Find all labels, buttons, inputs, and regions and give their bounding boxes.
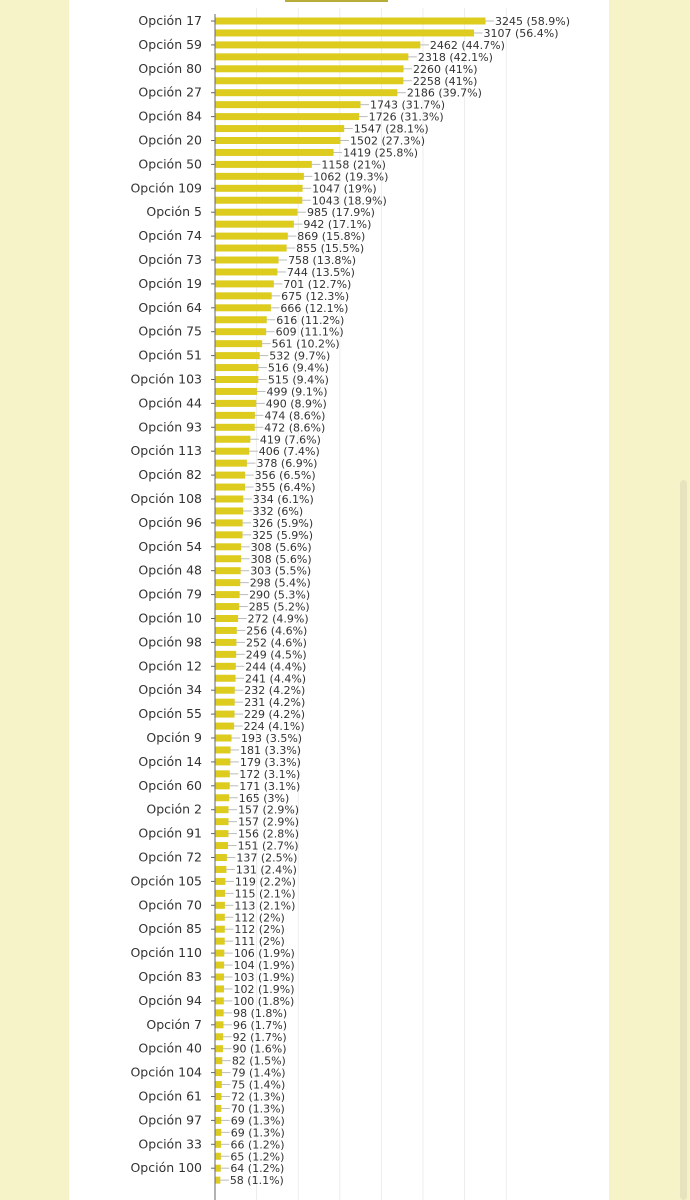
bar <box>216 938 225 945</box>
bar <box>216 484 246 491</box>
value-label: 179 (3.3%) <box>239 755 301 769</box>
bar <box>216 1153 221 1160</box>
bar <box>216 185 303 192</box>
value-label: 165 (3%) <box>238 791 290 805</box>
value-label: 224 (4.1%) <box>243 720 305 734</box>
value-label: 58 (1.1%) <box>229 1174 284 1188</box>
bar <box>216 304 271 311</box>
bar <box>216 866 227 873</box>
value-label: 69 (1.3%) <box>230 1114 285 1128</box>
value-label: 419 (7.6%) <box>259 433 321 447</box>
value-label: 241 (4.4%) <box>245 672 307 686</box>
bar <box>216 400 257 407</box>
bar <box>216 735 232 742</box>
bar <box>216 627 237 634</box>
value-label: 231 (4.2%) <box>244 696 306 710</box>
value-label: 66 (1.2%) <box>230 1138 285 1152</box>
category-label: Opción 60 <box>138 777 202 793</box>
value-label: 285 (5.2%) <box>248 600 310 614</box>
value-label: 1547 (28.1%) <box>353 122 429 136</box>
value-label: 79 (1.4%) <box>231 1066 286 1080</box>
category-label: Opción 105 <box>130 873 202 889</box>
value-label: 532 (9.7%) <box>269 349 331 363</box>
bar <box>216 245 287 252</box>
category-label: Opción 72 <box>138 849 202 865</box>
category-label: Opción 12 <box>138 658 202 674</box>
category-label: Opción 75 <box>138 323 202 339</box>
bar <box>216 388 258 395</box>
bar <box>216 89 398 96</box>
value-label: 112 (2%) <box>234 911 285 925</box>
value-label: 171 (3.1%) <box>239 779 301 793</box>
category-label: Opción 9 <box>146 730 202 745</box>
category-label: Opción 74 <box>138 228 202 244</box>
value-label: 609 (11.1%) <box>275 325 344 339</box>
bar <box>216 1117 222 1124</box>
bar <box>216 209 298 216</box>
value-label: 272 (4.9%) <box>247 612 309 626</box>
bar <box>216 113 360 120</box>
value-label: 2186 (39.7%) <box>406 86 482 100</box>
bar <box>216 974 225 981</box>
value-label: 100 (1.8%) <box>233 994 295 1008</box>
value-label: 115 (2.1%) <box>234 887 296 901</box>
value-label: 355 (6.4%) <box>254 481 316 495</box>
value-label: 256 (4.6%) <box>246 624 308 638</box>
value-label: 1043 (18.9%) <box>311 194 387 208</box>
value-label: 102 (1.9%) <box>233 982 295 996</box>
category-label: Opción 48 <box>138 562 202 578</box>
bar <box>216 376 259 383</box>
category-label: Opción 50 <box>138 156 202 172</box>
bar <box>216 603 240 610</box>
category-label: Opción 64 <box>138 299 202 315</box>
value-label: 985 (17.9%) <box>306 206 375 220</box>
value-label: 515 (9.4%) <box>267 373 329 387</box>
bar <box>216 316 267 323</box>
bar <box>216 257 279 264</box>
value-label: 96 (1.7%) <box>232 1018 288 1032</box>
value-label: 1158 (21%) <box>321 158 386 172</box>
bar <box>216 280 274 287</box>
bar <box>216 221 294 228</box>
value-label: 855 (15.5%) <box>296 242 365 256</box>
value-label: 151 (2.7%) <box>237 839 299 853</box>
value-label: 406 (7.4%) <box>258 445 320 459</box>
category-label: Opción 80 <box>138 60 202 76</box>
value-label: 75 (1.4%) <box>231 1078 286 1092</box>
value-label: 244 (4.4%) <box>245 660 307 674</box>
value-label: 3107 (56.4%) <box>483 26 559 40</box>
bar <box>216 1045 223 1052</box>
value-label: 2260 (41%) <box>413 62 478 76</box>
value-label: 744 (13.5%) <box>286 265 355 279</box>
bar <box>216 1093 222 1100</box>
bar <box>216 161 312 168</box>
bar <box>216 902 225 909</box>
category-label: Opción 33 <box>138 1136 202 1152</box>
value-label: 326 (5.9%) <box>252 516 314 530</box>
bar <box>216 1129 222 1136</box>
bar <box>216 687 235 694</box>
value-label: 172 (3.1%) <box>239 767 301 781</box>
category-label: Opción 103 <box>130 371 202 387</box>
value-label: 232 (4.2%) <box>244 684 306 698</box>
bar <box>216 1165 221 1172</box>
value-label: 378 (6.9%) <box>256 457 318 471</box>
category-label: Opción 97 <box>138 1112 202 1128</box>
value-label: 103 (1.9%) <box>233 971 295 984</box>
bar <box>216 878 226 885</box>
value-label: 193 (3.5%) <box>241 732 303 745</box>
bar <box>216 328 267 335</box>
bar <box>216 173 304 180</box>
category-label: Opción 73 <box>138 252 202 267</box>
category-label: Opción 84 <box>138 108 202 124</box>
bar <box>216 531 243 538</box>
value-label: 72 (1.3%) <box>230 1090 286 1104</box>
value-label: 2462 (44.7%) <box>429 38 505 52</box>
value-label: 1743 (31.7%) <box>370 98 446 112</box>
category-label: Opción 70 <box>138 897 202 913</box>
bar <box>216 1033 224 1040</box>
value-label: 616 (11.2%) <box>276 313 345 327</box>
category-label: Opción 110 <box>130 945 202 961</box>
category-label: Opción 17 <box>138 13 202 28</box>
value-label: 111 (2%) <box>234 935 285 949</box>
value-label: 2258 (41%) <box>412 74 478 88</box>
bar <box>216 340 263 347</box>
bar <box>216 101 361 108</box>
value-label: 82 (1.5%) <box>231 1054 286 1068</box>
category-label: Opción 98 <box>138 634 202 650</box>
labels <box>130 13 570 1187</box>
value-label: 249 (4.5%) <box>245 648 307 662</box>
bar <box>216 579 241 586</box>
bar <box>216 555 242 562</box>
category-label: Opción 94 <box>138 992 202 1008</box>
bar <box>216 352 260 359</box>
value-label: 69 (1.3%) <box>230 1126 285 1140</box>
bar <box>216 926 225 933</box>
bar <box>216 1105 222 1112</box>
category-label: Opción 108 <box>130 491 202 506</box>
value-label: 252 (4.6%) <box>245 636 307 650</box>
bar <box>216 651 237 658</box>
bar <box>216 77 404 84</box>
bar <box>216 53 409 60</box>
bar <box>216 591 240 598</box>
category-label: Opción 96 <box>138 514 202 530</box>
bar <box>216 770 230 777</box>
bar <box>216 292 272 299</box>
category-label: Opción 85 <box>138 921 202 937</box>
category-label: Opción 7 <box>146 1016 202 1032</box>
value-label: 98 (1.8%) <box>233 1006 288 1020</box>
bar <box>216 41 421 48</box>
category-label: Opción 54 <box>138 538 202 554</box>
category-label: Opción 61 <box>138 1088 202 1104</box>
bar <box>216 806 229 813</box>
bar <box>216 830 229 837</box>
bar <box>216 268 278 275</box>
value-label: 70 (1.3%) <box>230 1102 285 1116</box>
bar <box>216 197 303 204</box>
value-label: 290 (5.3%) <box>249 588 311 602</box>
value-label: 65 (1.2%) <box>230 1150 285 1164</box>
bar <box>216 1177 221 1184</box>
bar <box>216 543 242 550</box>
bar <box>216 1009 224 1016</box>
value-label: 131 (2.4%) <box>235 863 297 877</box>
bar <box>216 663 236 670</box>
value-label: 308 (5.6%) <box>250 540 312 554</box>
value-label: 3245 (58.9%) <box>495 15 571 28</box>
value-label: 229 (4.2%) <box>244 708 306 722</box>
bar <box>216 567 241 574</box>
category-label: Opción 55 <box>138 706 202 722</box>
value-label: 474 (8.6%) <box>264 409 326 423</box>
bar <box>216 65 404 72</box>
bar <box>216 997 224 1004</box>
category-label: Opción 2 <box>146 801 202 817</box>
category-label: Opción 34 <box>138 682 202 698</box>
value-label: 516 (9.4%) <box>267 361 329 375</box>
category-label: Opción 14 <box>138 753 202 769</box>
value-label: 113 (2.1%) <box>234 899 296 913</box>
value-label: 137 (2.5%) <box>236 851 298 865</box>
value-label: 157 (2.9%) <box>238 803 300 817</box>
value-label: 90 (1.6%) <box>232 1042 287 1056</box>
category-label: Opción 79 <box>138 586 202 602</box>
bar <box>216 818 229 825</box>
value-label: 181 (3.3%) <box>240 743 302 757</box>
bar <box>216 854 227 861</box>
bar <box>216 758 231 765</box>
value-label: 758 (13.8%) <box>288 254 357 267</box>
value-label: 332 (6%) <box>252 504 304 518</box>
category-label: Opción 93 <box>138 419 202 435</box>
bar <box>216 842 229 849</box>
bar <box>216 18 486 25</box>
bar <box>216 412 255 419</box>
bar <box>216 1069 223 1076</box>
bar <box>216 364 259 371</box>
category-label: Opción 82 <box>138 467 202 483</box>
bar <box>216 723 235 730</box>
bar <box>216 675 236 682</box>
value-label: 156 (2.8%) <box>237 827 300 841</box>
bar <box>216 1057 223 1064</box>
value-label: 157 (2.9%) <box>238 815 300 829</box>
value-label: 1062 (19.3%) <box>313 170 389 184</box>
bar <box>216 460 247 467</box>
bar <box>216 137 341 144</box>
value-label: 92 (1.7%) <box>232 1030 287 1044</box>
bar <box>216 496 244 503</box>
bar <box>216 985 224 992</box>
category-label: Opción 10 <box>138 610 202 626</box>
bar <box>216 950 225 957</box>
bar <box>216 448 250 455</box>
value-label: 869 (15.8%) <box>297 230 366 244</box>
value-label: 298 (5.4%) <box>249 576 311 590</box>
value-label: 942 (17.1%) <box>303 218 372 232</box>
category-label: Opción 27 <box>138 84 202 100</box>
value-label: 499 (9.1%) <box>266 385 328 399</box>
bar <box>216 1081 222 1088</box>
category-label: Opción 5 <box>146 204 202 220</box>
bar <box>216 914 225 921</box>
category-label: Opción 20 <box>138 132 202 148</box>
bar <box>216 472 246 479</box>
bar <box>216 782 230 789</box>
bar <box>216 746 231 753</box>
category-label: Opción 109 <box>130 180 202 196</box>
category-label: Opción 83 <box>138 969 202 984</box>
value-label: 308 (5.6%) <box>250 552 312 566</box>
bar <box>216 794 230 801</box>
value-label: 1047 (19%) <box>312 182 377 196</box>
value-label: 112 (2%) <box>234 923 285 937</box>
value-label: 1502 (27.3%) <box>349 134 426 148</box>
bar <box>216 639 237 646</box>
category-label: Opción 104 <box>130 1064 202 1080</box>
value-label: 1419 (25.8%) <box>343 146 419 160</box>
value-label: 472 (8.6%) <box>264 421 326 435</box>
value-label: 334 (6.1%) <box>252 493 314 506</box>
value-label: 675 (12.3%) <box>281 289 350 303</box>
bar <box>216 519 243 526</box>
category-label: Opción 91 <box>138 825 202 841</box>
category-label: Opción 40 <box>138 1040 202 1056</box>
bar <box>216 890 226 897</box>
category-label: Opción 113 <box>130 443 202 459</box>
category-label: Opción 100 <box>130 1160 202 1176</box>
category-label: Opción 59 <box>138 36 202 52</box>
bar <box>216 507 244 514</box>
value-label: 106 (1.9%) <box>233 947 295 961</box>
bar <box>216 436 251 443</box>
bar <box>216 1141 221 1148</box>
bar <box>216 424 255 431</box>
category-label: Opción 19 <box>138 275 202 291</box>
bar <box>216 149 334 156</box>
bar <box>216 962 225 969</box>
bar <box>216 1021 224 1028</box>
value-label: 119 (2.2%) <box>234 875 296 889</box>
value-label: 666 (12.1%) <box>280 301 349 315</box>
value-label: 1726 (31.3%) <box>368 110 444 124</box>
value-label: 2318 (42.1%) <box>417 50 493 64</box>
bar <box>216 233 288 240</box>
bar <box>216 125 345 132</box>
category-label: Opción 51 <box>138 347 202 363</box>
category-label: Opción 44 <box>138 395 202 411</box>
value-label: 303 (5.5%) <box>250 564 312 578</box>
bar <box>216 711 235 718</box>
value-label: 701 (12.7%) <box>283 277 352 291</box>
value-label: 64 (1.2%) <box>230 1162 285 1176</box>
value-label: 104 (1.9%) <box>233 959 295 973</box>
value-label: 325 (5.9%) <box>252 528 314 542</box>
value-label: 490 (8.9%) <box>265 397 327 411</box>
value-label: 561 (10.2%) <box>271 337 340 351</box>
value-label: 356 (6.5%) <box>254 469 316 483</box>
bar <box>216 29 475 36</box>
bar <box>216 699 235 706</box>
bar <box>216 615 239 622</box>
